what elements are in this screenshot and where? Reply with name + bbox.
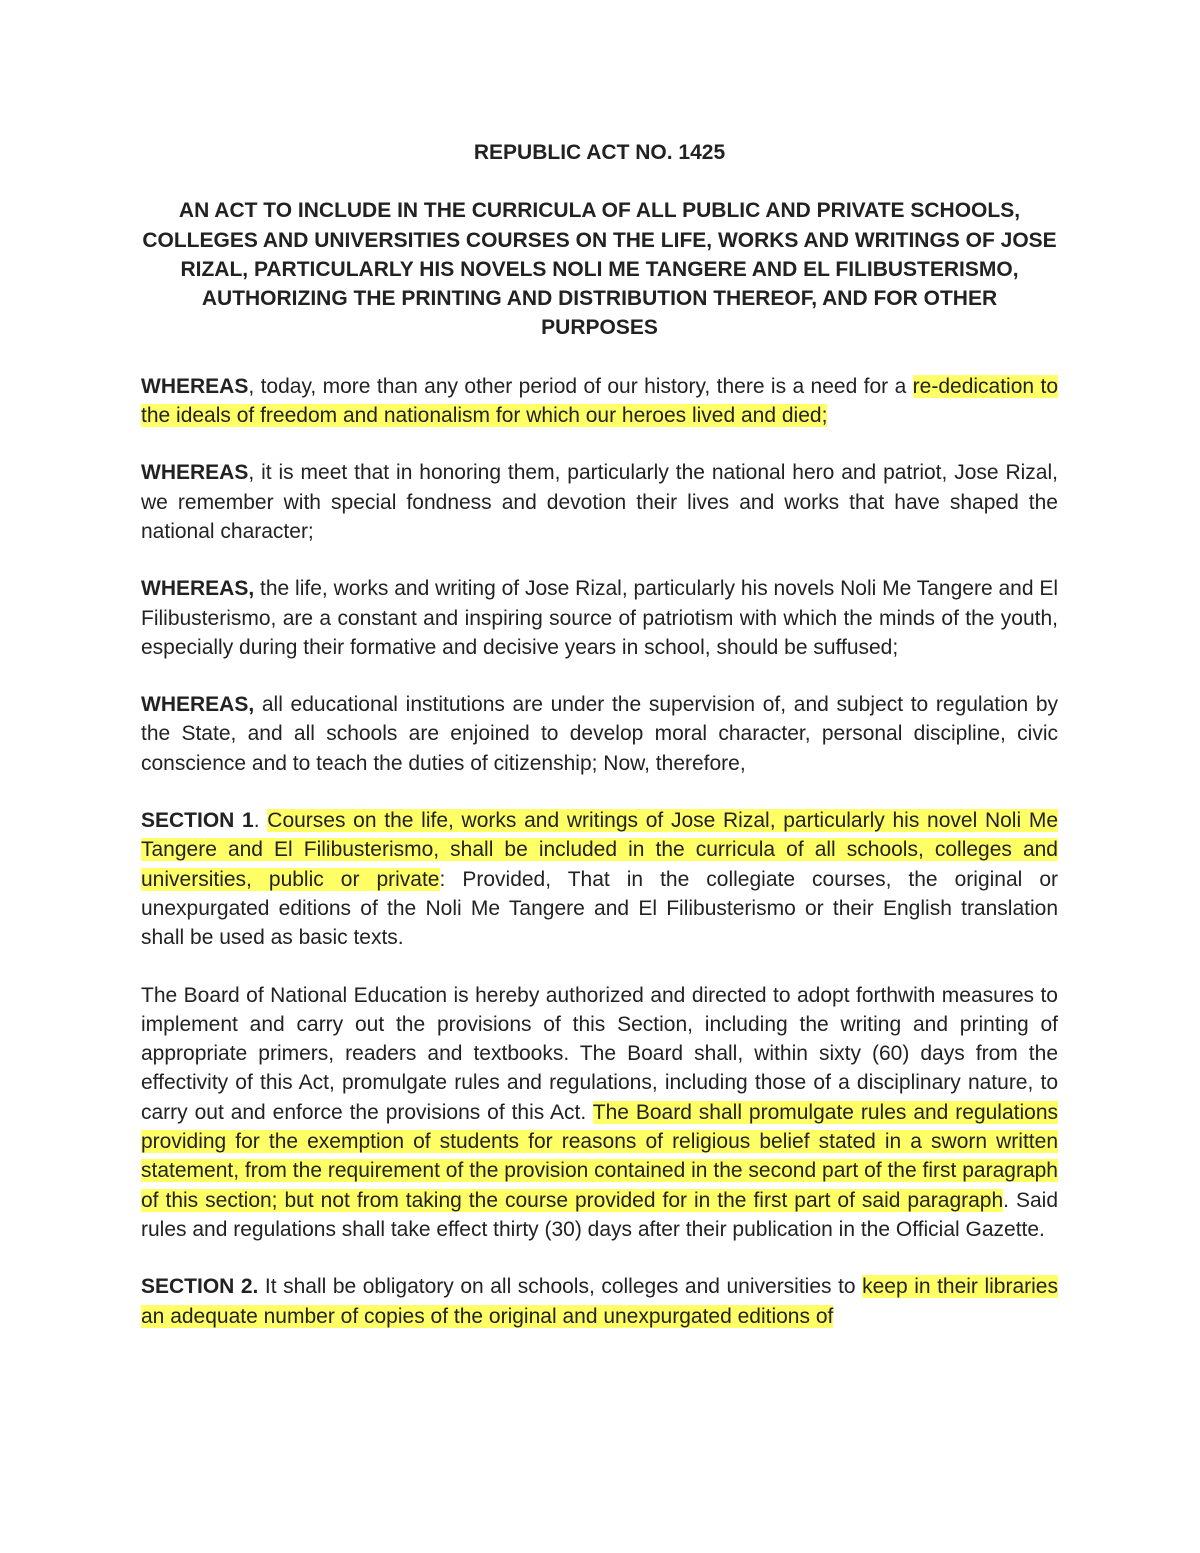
section-1-paragraph	[141, 806, 1058, 952]
act-title: AN ACT TO INCLUDE IN THE CURRICULA OF ALL PUBLIC AND PRIVATE SCHOOLS, COLLEGES AND UNIVERSITIES COURSES ON THE LIFE, WORKS AND WRITINGS OF JOSE RIZAL, PARTICULARLY HIS NOVELS NOLI ME TANGERE AND EL FILIBUSTERISMO, AUTHORIZING THE PRINTING AND DISTRIBUTION THEREOF, AND FOR OTHER PURPOSES	[142, 199, 1057, 340]
section-text: It shall be obligatory on all schools, colleges and universities to	[258, 1275, 863, 1299]
whereas-paragraph-4	[141, 690, 1058, 778]
whereas-paragraph-3	[141, 574, 1058, 662]
whereas-paragraph-2	[141, 458, 1058, 546]
whereas-text: , it is meet that in honoring them, particularly the national hero and patriot, Jose Rizal, we remember with special fondness and devotion their lives and works that have shaped the national character;	[141, 461, 1058, 543]
whereas-text: the life, works and writing of Jose Rizal, particularly his novels Noli Me Tangere and El Filibusterismo, are a constant and inspiring source of patriotism with which the minds of the youth, especially during their formative and decisive years in school, should be suffused;	[141, 577, 1059, 659]
highlighted-text: The Board shall promulgate rules and regulations providing for the exemption of students for reasons of religious belief stated in a sworn written statement, from the requirement of the provision contained in the second part of the first paragraph of this section; but not from taking the course provided for in the first part of said paragraph	[141, 1100, 1059, 1212]
highlighted-text: keep in their libraries an adequate number of copies of the original and unexpurgated editions of	[141, 1275, 1058, 1328]
whereas-paragraph-1	[141, 372, 1058, 431]
section-separator: .	[253, 809, 268, 833]
document-title: REPUBLIC ACT NO. 1425	[473, 141, 726, 164]
document-page	[141, 138, 1058, 1359]
board-text-1: The Board of National Education is hereby authorized and directed to adopt forthwith measures to implement and carry out the provisions of this Section, including the writing and printing of appropriate primers, readers and textbooks. The Board shall, within sixty (60) days from the effectivity of this Act, promulgate rules and regulations, including those of a disciplinary nature, to carry out and enforce the provisions of this Act.	[141, 983, 1058, 1124]
highlighted-text: re-dedication to the ideals of freedom and nationalism for which our heroes lived and died;	[141, 374, 1058, 428]
section-lead: SECTION 2.	[141, 1275, 259, 1299]
whereas-text: , today, more than any other period of our history, there is a need for a	[248, 374, 913, 398]
whereas-text: all educational institutions are under the supervision of, and subject to regulation by the State, and all schools are enjoined to develop moral character, personal discipline, civic conscience and to teach the duties of citizenship; Now, therefore,	[141, 693, 1058, 775]
whereas-lead: WHEREAS	[141, 374, 249, 398]
board-paragraph	[141, 981, 1058, 1245]
section-lead: SECTION 1	[141, 809, 254, 833]
whereas-lead: WHEREAS,	[141, 693, 255, 717]
section-2-paragraph	[141, 1272, 1058, 1331]
section-text: : Provided, That in the collegiate courses, the original or unexpurgated editions of the Noli Me Tangere and El Filibusterismo or their English translation shall be used as basic texts.	[141, 867, 1059, 950]
highlighted-text: Courses on the life, works and writings of Jose Rizal, particularly his novel Noli Me Tangere and El Filibusterismo, shall be included in the curricula of all schools, colleges and universities, public or private	[141, 809, 1058, 891]
board-text-2: . Said rules and regulations shall take effect thirty (30) days after their publication in the Official Gazette.	[141, 1188, 1058, 1241]
whereas-lead: WHEREAS,	[141, 577, 255, 601]
whereas-lead: WHEREAS	[141, 461, 249, 485]
